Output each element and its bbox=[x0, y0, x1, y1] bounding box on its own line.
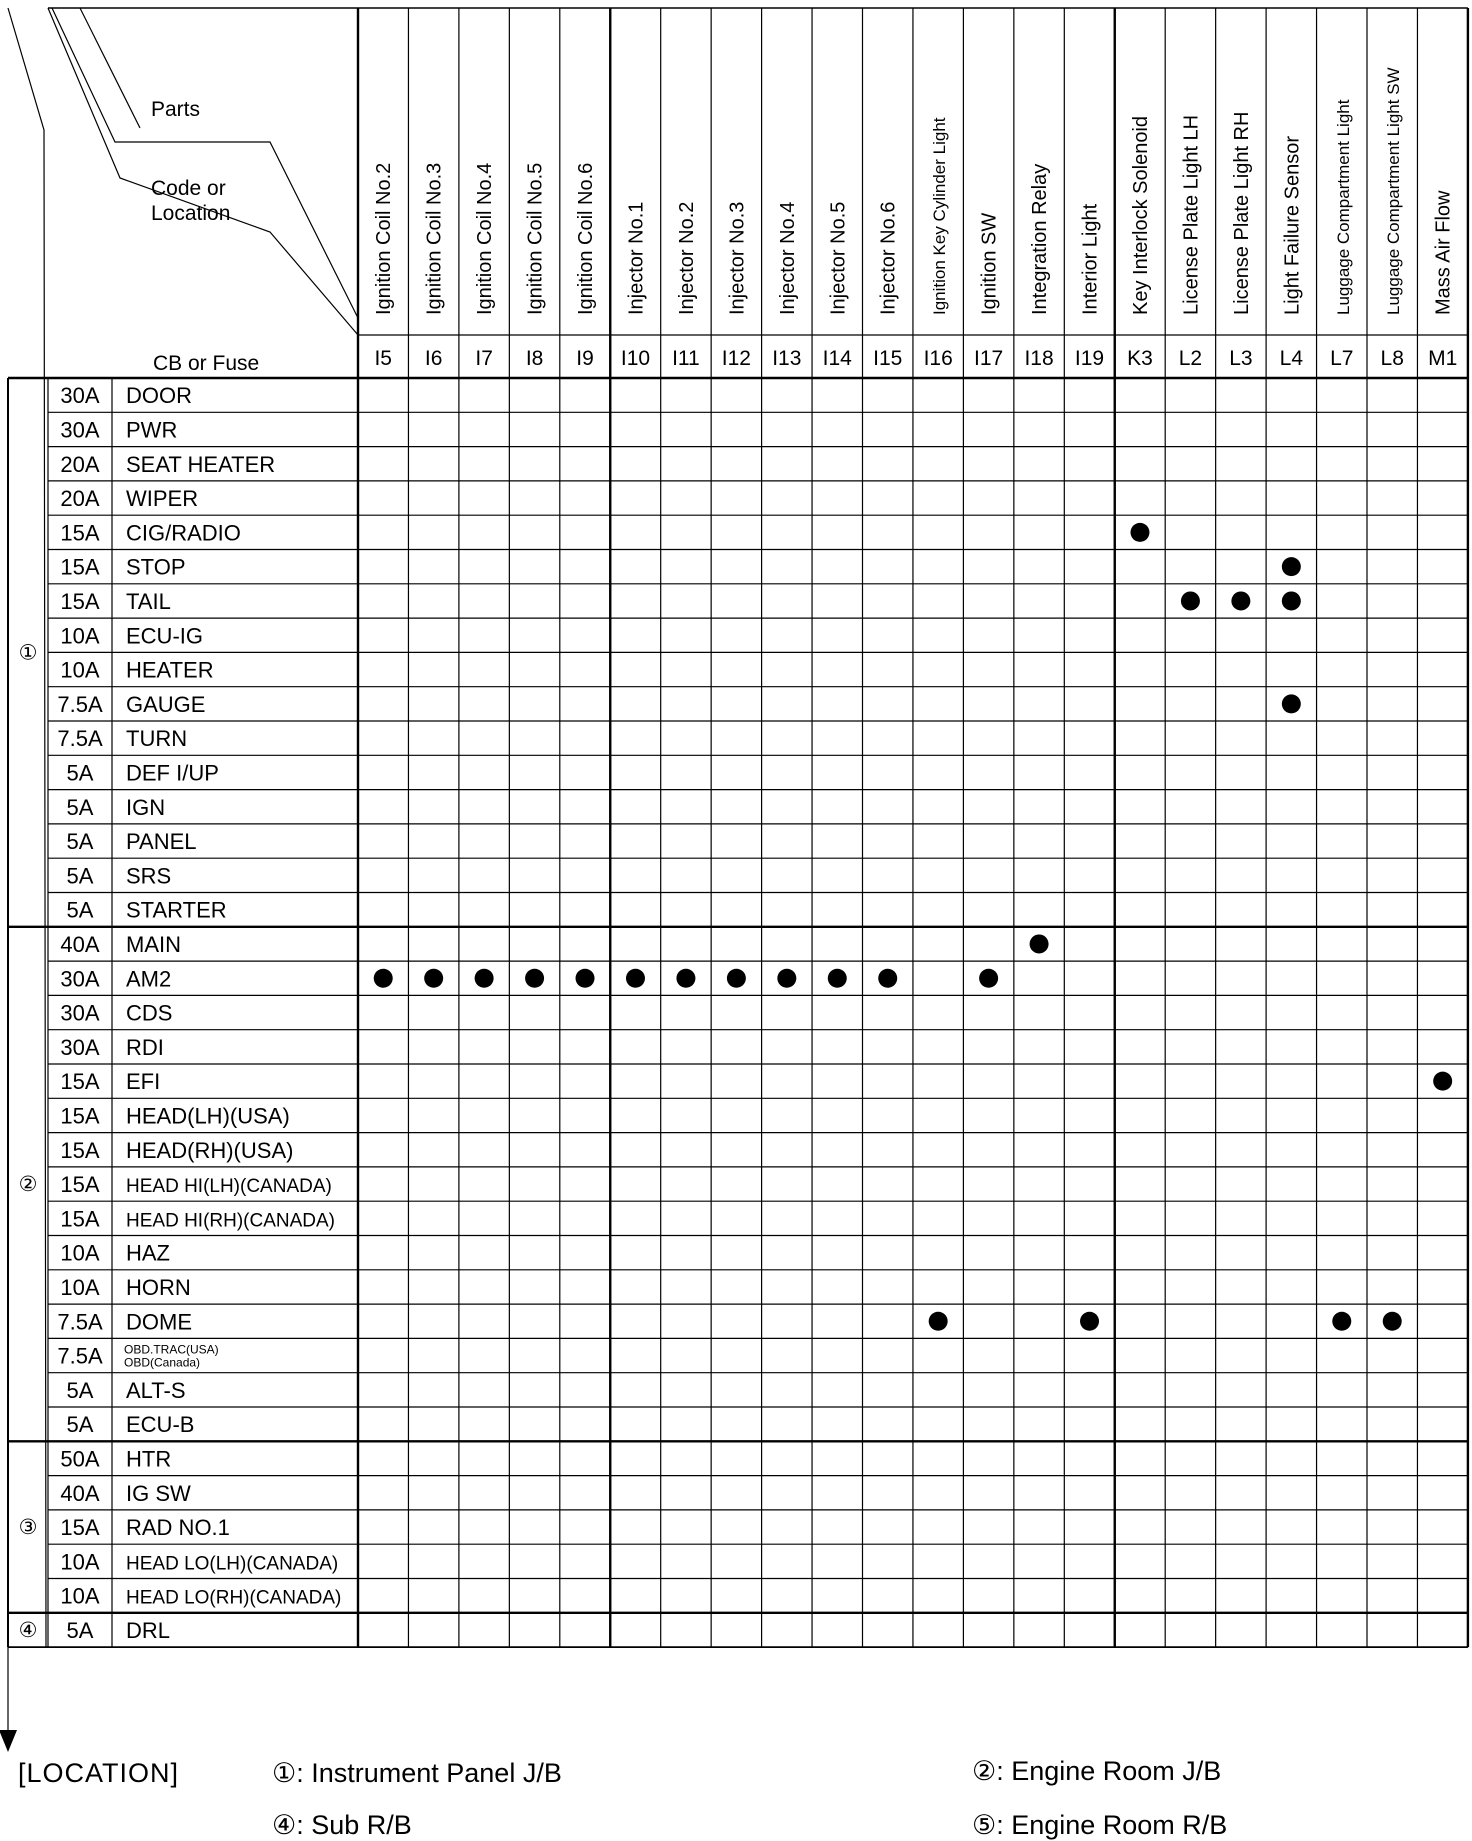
location-group-label: ③ bbox=[18, 1516, 38, 1540]
fuse-name: TURN bbox=[126, 726, 188, 752]
connection-dot bbox=[475, 969, 494, 988]
column-part-name: Ignition SW bbox=[978, 212, 1001, 315]
column-code: I19 bbox=[1074, 347, 1105, 370]
connection-dot bbox=[878, 969, 897, 988]
fuse-amperage: 7.5A bbox=[57, 691, 103, 717]
legend-instrument-panel-jb: ①: Instrument Panel J/B bbox=[272, 1758, 562, 1788]
fuse-amperage: 10A bbox=[60, 1549, 100, 1575]
fuse-name: CDS bbox=[126, 1000, 173, 1026]
location-group-label: ① bbox=[18, 641, 38, 665]
column-part-name: License Plate Light LH bbox=[1180, 114, 1203, 315]
column-part-name: Ignition Coil No.2 bbox=[373, 162, 396, 315]
fuse-name: RDI bbox=[126, 1034, 164, 1060]
connection-dot bbox=[777, 969, 796, 988]
fuse-amperage: 10A bbox=[60, 1274, 100, 1300]
fuse-amperage: 10A bbox=[60, 657, 100, 683]
fuse-amperage: 15A bbox=[60, 520, 100, 546]
column-part-name: Interior Light bbox=[1079, 203, 1102, 315]
fuse-name: DRL bbox=[126, 1617, 171, 1643]
connection-dot bbox=[676, 969, 695, 988]
connection-dot bbox=[374, 969, 393, 988]
location-group-label: ④ bbox=[18, 1618, 38, 1642]
fuse-amperage: 5A bbox=[66, 863, 94, 889]
corner-cb-fuse-label: CB or Fuse bbox=[153, 352, 260, 375]
fuse-name: HAZ bbox=[126, 1240, 170, 1266]
connection-dot bbox=[929, 1312, 948, 1331]
fuse-amperage: 10A bbox=[60, 1240, 100, 1266]
fuse-name: HEAD(LH)(USA) bbox=[126, 1103, 290, 1129]
corner-diagonal bbox=[80, 8, 140, 128]
fuse-name: STARTER bbox=[126, 897, 227, 923]
fuse-name: TAIL bbox=[126, 588, 171, 614]
column-code: I8 bbox=[525, 347, 544, 370]
fuse-name: HEATER bbox=[126, 657, 214, 683]
fuse-amperage: 15A bbox=[60, 1103, 100, 1129]
column-part-name: Ignition Coil No.6 bbox=[575, 162, 598, 315]
fuse-amperage: 30A bbox=[60, 383, 100, 409]
column-code: K3 bbox=[1127, 347, 1153, 370]
connection-dot bbox=[424, 969, 443, 988]
connection-dot bbox=[1130, 523, 1149, 542]
fuse-amperage: 40A bbox=[60, 931, 100, 957]
fuse-amperage: 5A bbox=[66, 1617, 94, 1643]
connection-dot bbox=[525, 969, 544, 988]
column-code: I16 bbox=[923, 347, 953, 370]
fuse-amperage: 30A bbox=[60, 1000, 100, 1026]
column-part-name: Ignition Key Cylinder Light bbox=[930, 117, 950, 315]
fuse-amperage: 5A bbox=[66, 897, 94, 923]
connection-dot bbox=[576, 969, 595, 988]
fuse-name: HEAD HI(LH)(CANADA) bbox=[126, 1176, 332, 1198]
fuse-name: HEAD HI(RH)(CANADA) bbox=[126, 1210, 335, 1232]
fuse-name: HEAD(RH)(USA) bbox=[126, 1137, 294, 1163]
connection-dot bbox=[1080, 1312, 1099, 1331]
connection-dot bbox=[979, 969, 998, 988]
connection-dot bbox=[1231, 591, 1250, 610]
fuse-name: SEAT HEATER bbox=[126, 451, 276, 477]
column-code: I5 bbox=[374, 347, 392, 370]
fuse-name: DEF I/UP bbox=[126, 760, 219, 786]
corner-parts-label: Parts bbox=[151, 98, 201, 121]
fuse-name: ECU-IG bbox=[126, 623, 203, 649]
fuse-amperage: 5A bbox=[66, 794, 94, 820]
fuse-name: EFI bbox=[126, 1069, 161, 1095]
column-code: I13 bbox=[772, 347, 802, 370]
fuse-amperage: 5A bbox=[66, 829, 94, 855]
fuse-name: IGN bbox=[126, 794, 166, 820]
connection-dot bbox=[1181, 591, 1200, 610]
column-code: I10 bbox=[620, 347, 651, 370]
column-part-name: Mass Air Flow bbox=[1432, 190, 1455, 315]
fuse-name: DOOR bbox=[126, 383, 192, 409]
connection-dot bbox=[1433, 1072, 1452, 1091]
fuse-name: PANEL bbox=[126, 829, 197, 855]
fuse-name: HTR bbox=[126, 1446, 172, 1472]
connection-dot bbox=[1282, 694, 1301, 713]
legend-engine-room-jb: ②: Engine Room J/B bbox=[972, 1756, 1222, 1786]
fuse-name-line2: OBD(Canada) bbox=[124, 1355, 201, 1370]
legend-sub-rb: ④: Sub R/B bbox=[272, 1810, 412, 1840]
fuse-amperage: 15A bbox=[60, 1069, 100, 1095]
legend-engine-room-rb: ⑤: Engine Room R/B bbox=[972, 1810, 1228, 1840]
fuse-name: SRS bbox=[126, 863, 172, 889]
fuse-name: RAD NO.1 bbox=[126, 1515, 230, 1541]
fuse-amperage: 15A bbox=[60, 1515, 100, 1541]
column-part-name: Injector No.5 bbox=[827, 201, 850, 315]
fuse-name: HORN bbox=[126, 1274, 191, 1300]
corner-code-label: Code or bbox=[151, 177, 226, 200]
column-part-name: Light Failure Sensor bbox=[1281, 136, 1304, 315]
column-code: I11 bbox=[672, 347, 700, 370]
fuse-name: STOP bbox=[126, 554, 186, 580]
column-code: M1 bbox=[1428, 347, 1458, 370]
fuse-amperage: 5A bbox=[66, 1377, 94, 1403]
column-code: L2 bbox=[1178, 347, 1203, 370]
column-part-name: Luggage Compartment Light SW bbox=[1384, 67, 1404, 315]
fuse-name: HEAD LO(RH)(CANADA) bbox=[126, 1587, 342, 1609]
fuse-name: WIPER bbox=[126, 486, 199, 512]
fuse-amperage: 5A bbox=[66, 1412, 94, 1438]
column-part-name: Ignition Coil No.4 bbox=[474, 162, 497, 315]
column-code: I15 bbox=[873, 347, 903, 370]
fuse-amperage: 7.5A bbox=[57, 1343, 103, 1369]
connection-dot bbox=[1282, 591, 1301, 610]
fuse-name: PWR bbox=[126, 417, 178, 443]
fuse-amperage: 15A bbox=[60, 554, 100, 580]
column-code: I17 bbox=[974, 347, 1004, 370]
column-part-name: License Plate Light RH bbox=[1230, 111, 1253, 315]
fuse-amperage: 20A bbox=[60, 486, 100, 512]
connection-dot bbox=[828, 969, 847, 988]
column-part-name: Injector No.1 bbox=[625, 201, 648, 315]
column-part-name: Ignition Coil No.5 bbox=[524, 162, 547, 315]
fuse-amperage: 15A bbox=[60, 1172, 100, 1198]
fuse-amperage: 5A bbox=[66, 760, 94, 786]
corner-diagonal bbox=[52, 8, 358, 318]
column-part-name: Integration Relay bbox=[1029, 163, 1052, 315]
column-code: I18 bbox=[1024, 347, 1054, 370]
connection-dot bbox=[1332, 1312, 1351, 1331]
fuse-amperage: 20A bbox=[60, 451, 100, 477]
column-part-name: Key Interlock Solenoid bbox=[1129, 115, 1152, 315]
column-part-name: Ignition Coil No.3 bbox=[423, 162, 446, 315]
fuse-name: HEAD LO(LH)(CANADA) bbox=[126, 1553, 339, 1575]
column-code: L3 bbox=[1229, 347, 1253, 370]
fuse-amperage: 30A bbox=[60, 1034, 100, 1060]
connection-dot bbox=[1383, 1312, 1402, 1331]
column-part-name: Injector No.3 bbox=[726, 201, 749, 315]
column-code: L8 bbox=[1380, 347, 1404, 370]
fuse-amperage: 7.5A bbox=[57, 726, 103, 752]
column-code: I6 bbox=[424, 347, 443, 370]
corner-location-label: Location bbox=[151, 202, 231, 225]
fuse-name: OBD.TRAC(USA) bbox=[124, 1342, 219, 1357]
connection-dot bbox=[626, 969, 645, 988]
fuse-amperage: 30A bbox=[60, 417, 100, 443]
connection-dot bbox=[1030, 934, 1049, 953]
fuse-name: DOME bbox=[126, 1309, 192, 1335]
fuse-amperage: 10A bbox=[60, 1583, 100, 1609]
column-part-name: Injector No.4 bbox=[776, 201, 799, 315]
column-code: I12 bbox=[721, 347, 751, 370]
fuse-amperage: 50A bbox=[60, 1446, 100, 1472]
corner-diagonal bbox=[48, 8, 358, 335]
fuse-amperage: 40A bbox=[60, 1480, 100, 1506]
legend-title: [LOCATION] bbox=[18, 1758, 180, 1788]
fuse-amperage: 10A bbox=[60, 623, 100, 649]
fuse-name: ALT-S bbox=[126, 1377, 186, 1403]
connection-dot bbox=[727, 969, 746, 988]
fuse-name: GAUGE bbox=[126, 691, 206, 717]
fuse-amperage: 30A bbox=[60, 966, 100, 992]
fuse-amperage: 15A bbox=[60, 588, 100, 614]
column-part-name: Injector No.2 bbox=[675, 201, 698, 315]
fuse-amperage: 7.5A bbox=[57, 1309, 103, 1335]
fuse-name: CIG/RADIO bbox=[126, 520, 241, 546]
column-part-name: Luggage Compartment Light bbox=[1333, 99, 1353, 315]
corner-diagonal bbox=[8, 8, 46, 1647]
column-code: L4 bbox=[1279, 347, 1304, 370]
connection-dot bbox=[1282, 557, 1301, 576]
pointer-arrow-icon bbox=[0, 1730, 17, 1752]
column-code: L7 bbox=[1330, 347, 1354, 370]
fuse-name: AM2 bbox=[126, 966, 172, 992]
fuse-name: MAIN bbox=[126, 931, 181, 957]
fuse-amperage: 15A bbox=[60, 1206, 100, 1232]
column-code: I14 bbox=[822, 347, 852, 370]
location-group-label: ② bbox=[18, 1173, 38, 1197]
column-part-name: Injector No.6 bbox=[877, 201, 900, 315]
fuse-name: ECU-B bbox=[126, 1412, 195, 1438]
column-code: I9 bbox=[576, 347, 594, 370]
fuse-amperage: 15A bbox=[60, 1137, 100, 1163]
fuse-name: IG SW bbox=[126, 1480, 191, 1506]
column-code: I7 bbox=[475, 347, 493, 370]
